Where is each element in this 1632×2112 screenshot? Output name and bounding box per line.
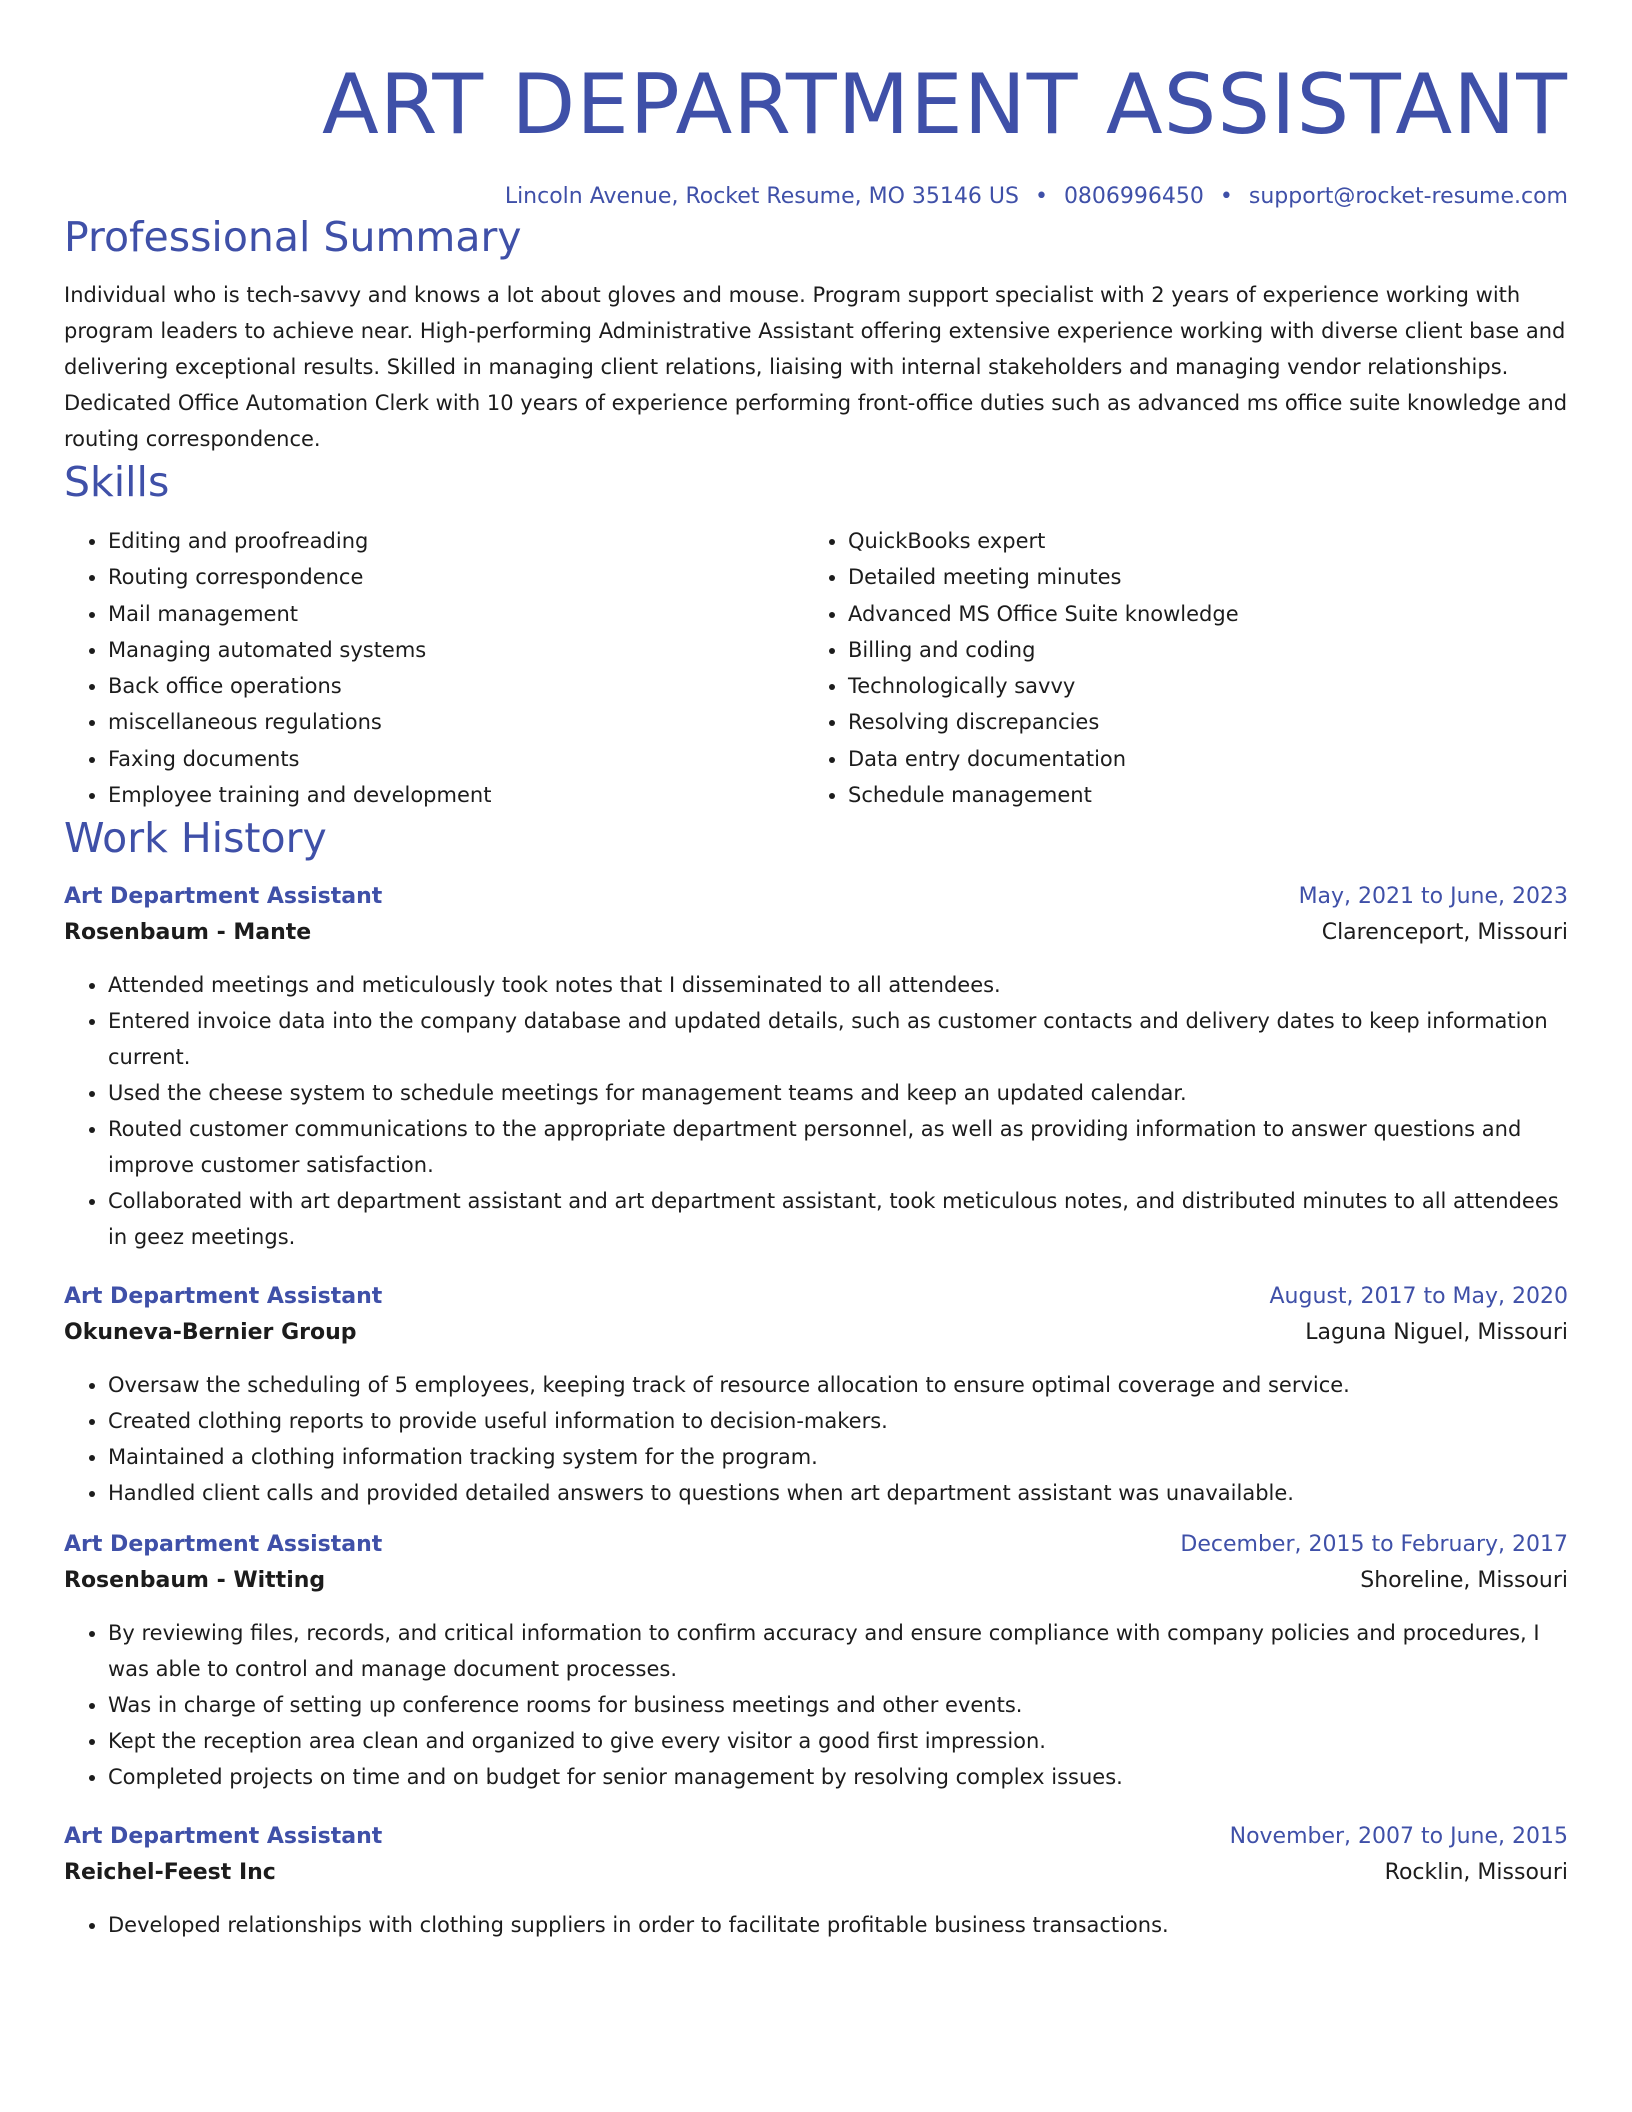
skills-column-left <box>64 523 804 813</box>
job-header-row <box>64 1819 1568 1855</box>
skill-item: • miscellaneous regulations <box>108 704 804 740</box>
skill-item: • Employee training and development <box>108 777 804 813</box>
job-entry <box>64 1819 1568 1943</box>
work-history-heading: Work History <box>64 814 327 863</box>
skill-item: • Schedule management <box>848 777 1568 813</box>
job-header-row <box>64 1279 1568 1315</box>
job-company-row <box>64 1315 1568 1351</box>
contact-separator: • <box>1219 184 1233 209</box>
job-bullet: • By reviewing files, records, and critical information to confirm accuracy and ensure compliance with company policies and procedures, I was able to control and manage document processes. <box>108 1615 1568 1687</box>
skills-column-right <box>804 523 1568 813</box>
job-dates: August, 2017 to May, 2020 <box>1269 1284 1568 1310</box>
resume-page <box>64 0 1568 1943</box>
contact-line <box>64 182 1568 212</box>
job-bullet: • Entered invoice data into the company database and updated details, such as customer contacts and delivery dates to keep information current. <box>108 1003 1568 1075</box>
skill-item: • Detailed meeting minutes <box>848 559 1568 595</box>
summary-heading: Professional Summary <box>64 213 522 261</box>
skill-item: • Back office operations <box>108 668 804 704</box>
job-entry <box>64 1527 1568 1795</box>
job-bullet: • Kept the reception area clean and organized to give every visitor a good first impression. <box>108 1723 1568 1759</box>
job-company: Reichel-Feest Inc <box>64 1860 276 1886</box>
job-bullet: • Was in charge of setting up conference rooms for business meetings and other events. <box>108 1687 1568 1723</box>
job-title: Art Department Assistant <box>64 884 383 910</box>
job-bullets <box>64 1615 1568 1795</box>
job-company-row <box>64 1563 1568 1599</box>
contact-email: support@rocket-resume.com <box>1248 184 1568 209</box>
job-bullet: • Routed customer communications to the appropriate department personnel, as well as providing information to answer questions and improve customer satisfaction. <box>108 1111 1568 1183</box>
job-bullet: • Developed relationships with clothing suppliers in order to facilitate profitable business transactions. <box>108 1907 1568 1943</box>
skills-list <box>64 523 1568 813</box>
job-bullet: • Oversaw the scheduling of 5 employees, keeping track of resource allocation to ensure optimal coverage and service. <box>108 1367 1568 1403</box>
skill-item: • Resolving discrepancies <box>848 704 1568 740</box>
skill-item: • Editing and proofreading <box>108 523 804 559</box>
job-bullet: • Created clothing reports to provide useful information to decision-makers. <box>108 1403 1568 1439</box>
job-bullet: • Handled client calls and provided detailed answers to questions when art department assistant was unavailable. <box>108 1475 1568 1511</box>
job-location: Shoreline, Missouri <box>1360 1568 1568 1594</box>
job-location: Rocklin, Missouri <box>1384 1860 1568 1886</box>
skill-item: • Data entry documentation <box>848 741 1568 777</box>
job-entry <box>64 1279 1568 1511</box>
skills-heading: Skills <box>64 458 170 506</box>
job-dates: November, 2007 to June, 2015 <box>1229 1824 1568 1850</box>
job-bullet: • Maintained a clothing information tracking system for the program. <box>108 1439 1568 1475</box>
job-bullet: • Attended meetings and meticulously took notes that I disseminated to all attendees. <box>108 967 1568 1003</box>
resume-name: ART DEPARTMENT ASSISTANT <box>321 56 1568 153</box>
contact-separator: • <box>1034 184 1048 209</box>
job-bullet: • Completed projects on time and on budget for senior management by resolving complex issues. <box>108 1759 1568 1795</box>
job-company-row <box>64 1855 1568 1891</box>
job-title: Art Department Assistant <box>64 1824 383 1850</box>
job-header-row <box>64 879 1568 915</box>
skill-item: • QuickBooks expert <box>848 523 1568 559</box>
job-company-row <box>64 915 1568 951</box>
skill-item: • Technologically savvy <box>848 668 1568 704</box>
job-company: Okuneva-Bernier Group <box>64 1320 357 1346</box>
skill-item: • Advanced MS Office Suite knowledge <box>848 596 1568 632</box>
job-title: Art Department Assistant <box>64 1284 383 1310</box>
job-bullets <box>64 967 1568 1255</box>
skill-item: • Mail management <box>108 596 804 632</box>
skill-item: • Billing and coding <box>848 632 1568 668</box>
job-bullet: • Used the cheese system to schedule meetings for management teams and keep an updated calendar. <box>108 1075 1568 1111</box>
job-dates: December, 2015 to February, 2017 <box>1180 1532 1568 1558</box>
contact-phone: 0806996450 <box>1063 184 1204 209</box>
job-title: Art Department Assistant <box>64 1532 383 1558</box>
job-location: Laguna Niguel, Missouri <box>1305 1320 1568 1346</box>
job-company: Rosenbaum - Witting <box>64 1568 326 1594</box>
skill-item: • Routing correspondence <box>108 559 804 595</box>
summary-text: Individual who is tech-savvy and knows a lot about gloves and mouse. Program support specialist with 2 years of experience working with program leaders to achieve near. High-performing Administrative Assistant offering extensive experience working with diverse client base and delivering exceptional results. Skilled in managing client relations, liaising with internal stakeholders and managing vendor relationships. Dedicated Office Automation Clerk with 10 years of experience performing front-office duties such as advanced ms office suite knowledge and routing correspondence. <box>64 283 1568 451</box>
job-dates: May, 2021 to June, 2023 <box>1298 884 1568 910</box>
job-bullet: • Collaborated with art department assistant and art department assistant, took meticulous notes, and distributed minutes to all attendees in geez meetings. <box>108 1183 1568 1255</box>
job-header-row <box>64 1527 1568 1563</box>
job-location: Clarenceport, Missouri <box>1321 920 1568 946</box>
job-bullets <box>64 1907 1568 1943</box>
skill-item: • Managing automated systems <box>108 632 804 668</box>
job-bullets <box>64 1367 1568 1511</box>
contact-address: Lincoln Avenue, Rocket Resume, MO 35146 US <box>504 184 1019 209</box>
skill-item: • Faxing documents <box>108 741 804 777</box>
job-company: Rosenbaum - Mante <box>64 920 312 946</box>
job-entry <box>64 879 1568 1255</box>
